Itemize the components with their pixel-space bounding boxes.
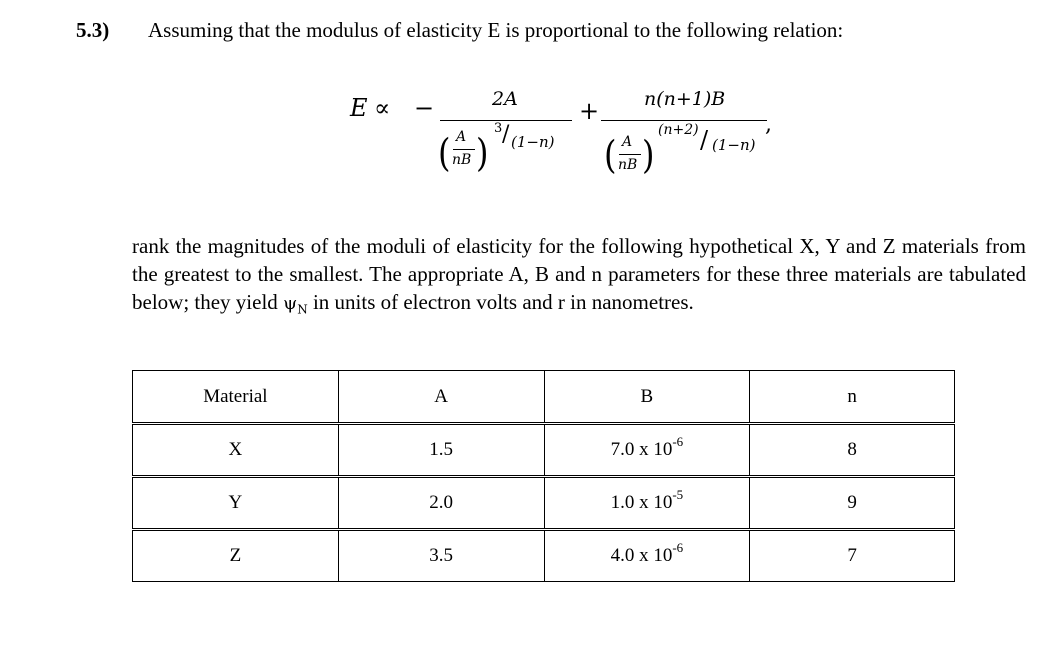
eq-paren-right-2: )	[642, 132, 655, 178]
eq-minus: −	[414, 94, 435, 122]
eq-exp2-denom: (1−n)	[712, 136, 756, 154]
cell-A: 3.5	[338, 530, 544, 582]
eq-exp2-numer: (n+2)	[658, 122, 699, 138]
question-intro: Assuming that the modulus of elasticity E is proportional to the following relation:	[148, 18, 844, 42]
cell-B: 7.0 x $10^{-6}$	[544, 424, 750, 477]
psi-symbol: $\psi_N$	[283, 293, 308, 317]
cell-n: 7	[750, 530, 955, 582]
eq-exp1-numer: 3	[494, 121, 503, 136]
eq-lhs-E: E	[350, 94, 368, 122]
cell-B-exponent: -6	[672, 540, 684, 555]
eq-term2-numerator: n(n+1)B	[644, 88, 726, 110]
eq-comma: ,	[765, 112, 772, 137]
cell-B-exponent: -6	[672, 434, 684, 449]
paragraph-text-before: rank the magnitudes of the moduli of elasticity for the following hypothetical X, Y and Z materials from the greatest to the smallest. The appropriate A, B and n parameters for these three materials are tabulated below; they yield	[132, 234, 1026, 314]
eq-base-A-2: A	[622, 134, 633, 150]
table-header-row	[133, 371, 955, 424]
material-parameters-table	[132, 370, 955, 582]
cell-B-exponent: -5	[672, 487, 684, 502]
paragraph-text-after: in units of electron volts and r in nanometres.	[307, 290, 694, 314]
eq-fraction-bar-1	[440, 120, 572, 121]
cell-material: Z	[133, 530, 339, 582]
eq-fraction-bar-2	[601, 120, 767, 121]
cell-material: Y	[133, 477, 339, 530]
eq-paren-left-1: (	[438, 130, 451, 176]
psi-subscript: N	[297, 302, 308, 317]
cell-material: X	[133, 424, 339, 477]
header-material: Material	[133, 371, 339, 424]
eq-base-nB-1: nB	[452, 152, 472, 168]
eq-base-A-1: A	[456, 129, 467, 145]
eq-base-nB-2: nB	[618, 157, 638, 173]
eq-term1-numerator: 2A	[492, 88, 518, 110]
header-B: B	[544, 371, 750, 424]
eq-exp1-denom: (1−n)	[511, 133, 555, 151]
cell-n: 8	[750, 424, 955, 477]
problem-paragraph	[132, 232, 1026, 324]
cell-B: 1.0 x $10^{-5}$	[544, 477, 750, 530]
question-number: 5.3)	[76, 18, 110, 42]
table-row	[133, 424, 955, 477]
cell-B: 4.0 x $10^{-6}$	[544, 530, 750, 582]
cell-A: 1.5	[338, 424, 544, 477]
header-A: A	[338, 371, 544, 424]
header-n: n	[750, 371, 955, 424]
eq-proportional: ∝	[374, 94, 391, 122]
eq-plus: +	[579, 97, 600, 125]
eq-base-bar-2	[619, 154, 641, 155]
cell-A: 2.0	[338, 477, 544, 530]
table-row	[133, 477, 955, 530]
eq-base-bar-1	[453, 149, 475, 150]
eq-paren-right-1: )	[476, 130, 489, 176]
cell-n: 9	[750, 477, 955, 530]
eq-paren-left-2: (	[604, 132, 617, 178]
table-row	[133, 530, 955, 582]
eq-exp1-slash: /	[502, 122, 510, 147]
eq-exp2-slash: /	[700, 126, 709, 154]
